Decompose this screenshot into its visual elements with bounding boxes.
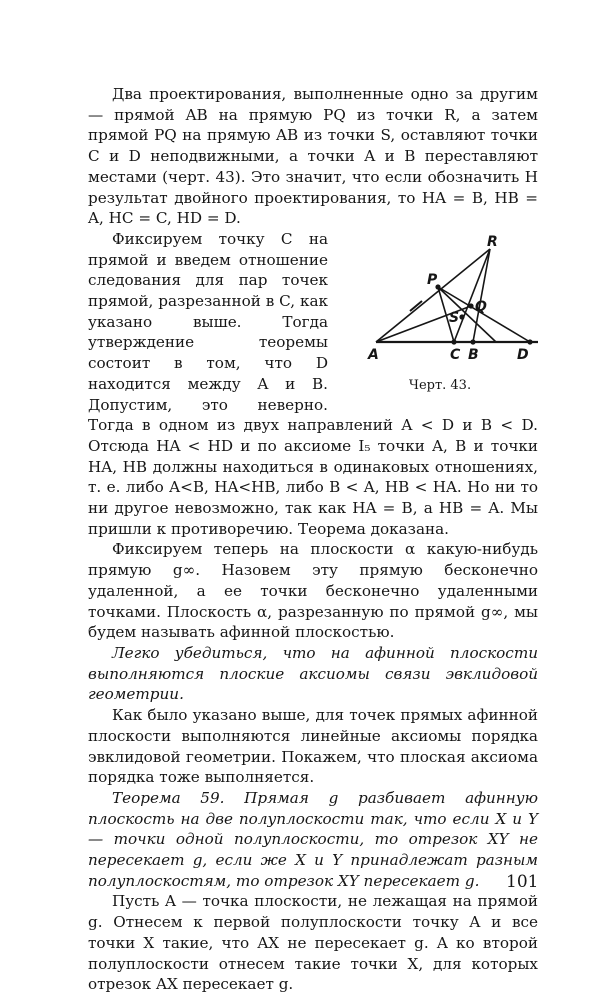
point-b <box>470 339 475 344</box>
paragraph-3: Фиксируем теперь на плоскости α какую-нибудь прямую g∞. Назовем эту прямую бесконечно удаленной, а ее точки бесконечно удаленными точками. Плоскость α, разрезанную по прямой g∞, мы будем называть афинной плоскостью. <box>88 540 538 642</box>
point-s <box>459 314 464 319</box>
point-q <box>468 303 473 308</box>
line-ar <box>376 249 490 342</box>
label-q: Q <box>475 298 487 315</box>
label-a: A <box>368 346 379 363</box>
paragraph-4: Легко убедиться, что на афинной плоскости выполняются плоские аксиомы связи эвклидовой геометрии. <box>88 643 538 704</box>
paragraph-2 <box>88 229 538 540</box>
label-b: B <box>468 346 479 363</box>
paragraph-1: Два проектирования, выполненные одно за другим — прямой AB на прямую PQ из точки R, а затем прямой PQ на прямую AB из точки S, оставляют точки C и D неподвижными, а точки A и B переставляют местами (черт. 43). Это значит, что если обозначить H результат двойного проектирования, то HA = B, HB = A, HC = C, HD = D. <box>88 85 538 228</box>
label-p: P <box>427 271 438 288</box>
figure-43 <box>342 231 538 403</box>
paragraph-2-text: Фиксируем точку C на прямой и введем отношение следования для пар точек прямой, разрезанной в C, как указано выше. Тогда утверждение теоремы состоит в том, что D находится между A и B. Допустим, это неверно. Тогда в одном из двух направлений A < D и B < D. Отсюда HA < HD и по аксиоме I₅ точки A, B и точки HA, HB должны находиться в одинаковых отношениях, т. е. либо A<B, HA<HB, либо B < A, HB < HA. Но ни то ни другое невозможно, так как HA = B, а HB = A. Мы пришли к противоречию. Теорема доказана. <box>88 229 538 538</box>
label-c: C <box>450 346 461 363</box>
theorem-59: Теорема 59. Прямая g разбивает афинную плоскость на две полуплоскости так, что если X и Y — точки одной полуплоскости, то отрезок XY не пересекает g, если же X и Y принадлежат разным полуплоскостям, то отрезок XY пересекает g. <box>88 788 538 890</box>
point-c <box>451 339 456 344</box>
label-r: R <box>487 233 498 250</box>
page-number: 101 <box>506 872 539 892</box>
paragraph-5: Как было указано выше, для точек прямых афинной плоскости выполняются линейные аксиомы порядка эвклидовой геометрии. Покажем, что плоская аксиома порядка тоже выполняется. <box>88 706 538 787</box>
paragraph-7: Пусть A — точка плоскости, не лежащая на прямой g. Отнесем к первой полуплоскости точку A и все точки X такие, что AX не пересекает g. A ко второй полуплоскости отнесем такие точки X, для которых отрезок AX пересекает g. <box>88 892 538 994</box>
point-d <box>527 339 532 344</box>
label-d: D <box>517 346 529 363</box>
figure-diagram <box>342 231 538 403</box>
label-s: S <box>449 309 460 326</box>
figure-caption: Черт. 43. <box>408 377 472 393</box>
page-text <box>88 84 538 995</box>
